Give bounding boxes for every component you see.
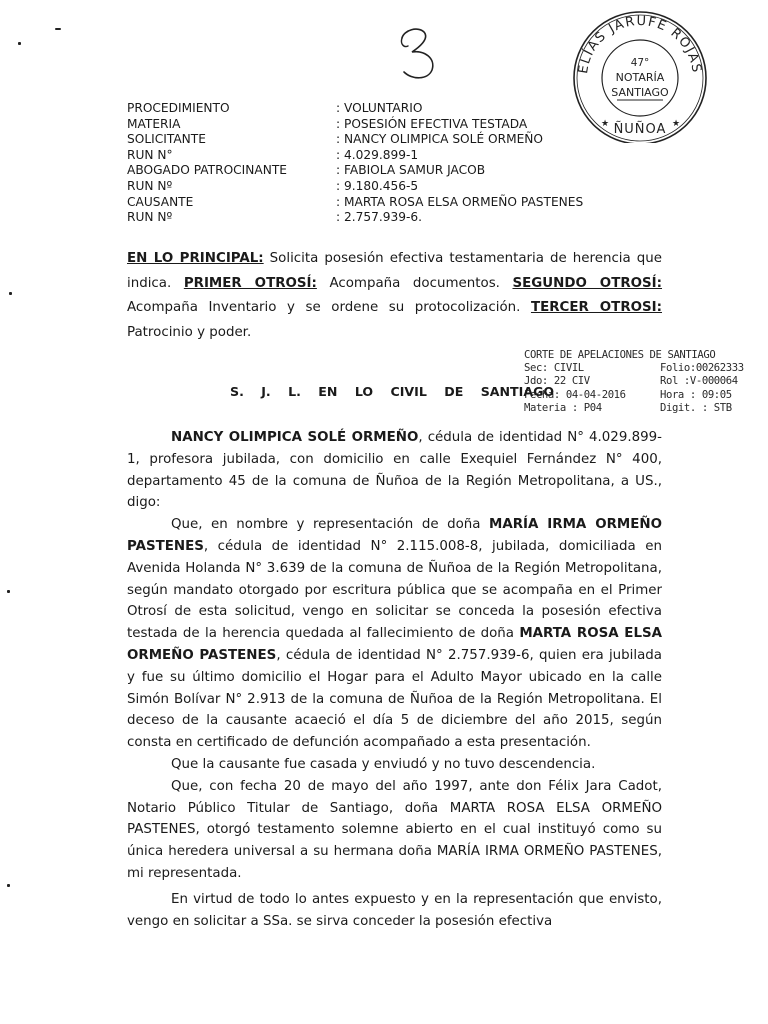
stamp-number: 47° <box>630 57 650 69</box>
header-label: RUN Nº <box>127 210 173 225</box>
paragraph-1 <box>127 427 662 514</box>
stamp-bottom-text: ÑUÑOA <box>613 122 667 137</box>
tercer-otrosi-text: Patrocinio y poder. <box>127 324 252 340</box>
header-value: : 9.180.456-5 <box>336 178 419 193</box>
paragraph-3: Que la causante fue casada y enviudó y no tuvo descendencia. <box>171 756 596 772</box>
court-stamp-right: Rol :V-000064 <box>660 375 738 388</box>
header-row <box>127 163 583 179</box>
segundo-otrosi-text: Acompaña Inventario y se ordene su protocolización. <box>127 300 531 316</box>
handwritten-number-mark <box>388 22 458 87</box>
principal-text: Solicita posesión efectiva testamentaria de herencia que indica. <box>127 251 662 291</box>
header-label: MATERIA <box>127 116 181 131</box>
notary-stamp <box>565 8 715 143</box>
stamp-line1: NOTARÍA <box>615 71 665 84</box>
paragraph-5: En virtud de todo lo antes expuesto y en la representación que envisto, vengo en solicitar a SSa. se sirva conceder la posesión efectiva <box>127 891 662 929</box>
paragraph-2-text-c: , cédula de identidad N° 2.757.939-6, quien era jubilada y fue su último domicilio el Hogar para el Adulto Mayor ubicado en la calle Simón Bolívar N° 2.913 de la comuna de Ñuñoa de la Región Metropolitana. El deceso de la causante acaeció el día 5 de diciembre del año 2015, según consta en certificado de defunción acompañado a esta presentación. <box>127 647 663 751</box>
header-row <box>127 101 583 117</box>
court-stamp-right: Folio:00262333 <box>660 362 744 375</box>
primer-otrosi-label: PRIMER OTROSÍ: <box>183 275 317 291</box>
header-value: : MARTA ROSA ELSA ORMEÑO PASTENES <box>336 194 584 209</box>
header-row <box>127 210 583 226</box>
stamp-top-text: ELÍAS JARUFE ROJAS <box>576 13 704 75</box>
addressee: S. J. L. EN LO CIVIL DE SANTIAGO <box>230 384 555 399</box>
court-stamp-row <box>524 389 759 402</box>
header-label: RUN N° <box>127 147 173 162</box>
header-value: : 4.029.899-1 <box>336 147 419 162</box>
header-label: SOLICITANTE <box>127 132 206 147</box>
header-row <box>127 148 583 164</box>
court-stamp-row <box>524 402 759 415</box>
scan-speck <box>55 28 61 30</box>
principal-label: EN LO PRINCIPAL: <box>127 251 264 266</box>
petition-summary <box>127 247 662 345</box>
header-value: : 2.757.939-6. <box>336 210 423 225</box>
court-stamp-left: Sec: CIVIL <box>524 362 584 375</box>
petition-body <box>127 427 662 932</box>
paragraph-2 <box>127 514 662 754</box>
paragraph-2-text-a: Que, en nombre y representación de doña <box>171 517 490 533</box>
paragraph-2-text-b: , cédula de identidad N° 2.115.008-8, jubilada, domiciliada en Avenida Holanda N° 3.639 de la comuna de Ñuñoa de la Región Metropolitana, según mandato otorgado por escritura pública que se acompaña en el Primer Otrosí de esta solicitud, vengo en solicitar se conceda la posesión efectiva testada de la herencia quedada al fallecimiento de doña <box>127 538 662 642</box>
scan-speck <box>7 590 10 593</box>
case-header <box>127 101 583 226</box>
segundo-otrosi-label: SEGUNDO OTROSÍ: <box>512 275 663 291</box>
stamp-line2: SANTIAGO <box>611 86 669 99</box>
header-value: : FABIOLA SAMUR JACOB <box>336 163 486 178</box>
scan-speck <box>9 292 12 295</box>
svg-text:★: ★ <box>672 119 681 129</box>
deceased-name: MARTA ROSA ELSA ORMEÑO PASTENES <box>127 626 662 663</box>
svg-text:★: ★ <box>601 119 610 129</box>
tercer-otrosi-label: TERCER OTROSI: <box>530 300 662 316</box>
court-stamp-left: Jdo: 22 CIV <box>524 375 590 388</box>
paragraph-1-text: , cédula de identidad N° 4.029.899-1, profesora jubilada, con domicilio en calle Exequiel Fernández N° 400, departamento 45 de la comuna de Ñuñoa de la Región Metropolitana, a US., digo: <box>127 430 662 511</box>
petitioner-name: NANCY OLIMPICA SOLÉ ORMEÑO <box>171 430 419 445</box>
primer-otrosi-text: Acompaña documentos. <box>316 275 513 291</box>
header-row <box>127 117 583 133</box>
court-stamp-row <box>524 375 759 388</box>
court-stamp-left: Fecha: 04-04-2016 <box>524 388 626 401</box>
header-value: : VOLUNTARIO <box>336 101 423 115</box>
represented-name: MARÍA IRMA ORMEÑO PASTENES <box>127 517 662 554</box>
header-row <box>127 132 583 148</box>
header-value: : POSESIÓN EFECTIVA TESTADA <box>336 116 528 131</box>
paragraph-4: Que, con fecha 20 de mayo del año 1997, ante don Félix Jara Cadot, Notario Público Titular de Santiago, doña MARTA ROSA ELSA ORMEÑO PASTENES, otorgó testamento solemne abierto en el cual instituyó como su única heredera universal a su hermana doña MARÍA IRMA ORMEÑO PASTENES, mi representada. <box>127 778 662 881</box>
court-stamp-left: Materia : P04 <box>524 401 602 414</box>
header-row <box>127 179 583 195</box>
court-stamp-right: Digit. : STB <box>660 401 732 414</box>
scan-speck <box>18 42 21 45</box>
header-value: : NANCY OLIMPICA SOLÉ ORMEÑO <box>336 132 544 147</box>
court-stamp-row <box>524 362 759 375</box>
header-label: ABOGADO PATROCINANTE <box>127 163 287 178</box>
scan-speck <box>7 884 10 887</box>
header-label: PROCEDIMIENTO <box>127 101 230 115</box>
court-registration-stamp <box>524 349 759 415</box>
header-row <box>127 195 583 211</box>
header-label: RUN Nº <box>127 178 173 193</box>
header-label: CAUSANTE <box>127 194 194 209</box>
court-stamp-title: CORTE DE APELACIONES DE SANTIAGO <box>524 349 716 361</box>
court-stamp-right: Hora : 09:05 <box>660 388 732 401</box>
